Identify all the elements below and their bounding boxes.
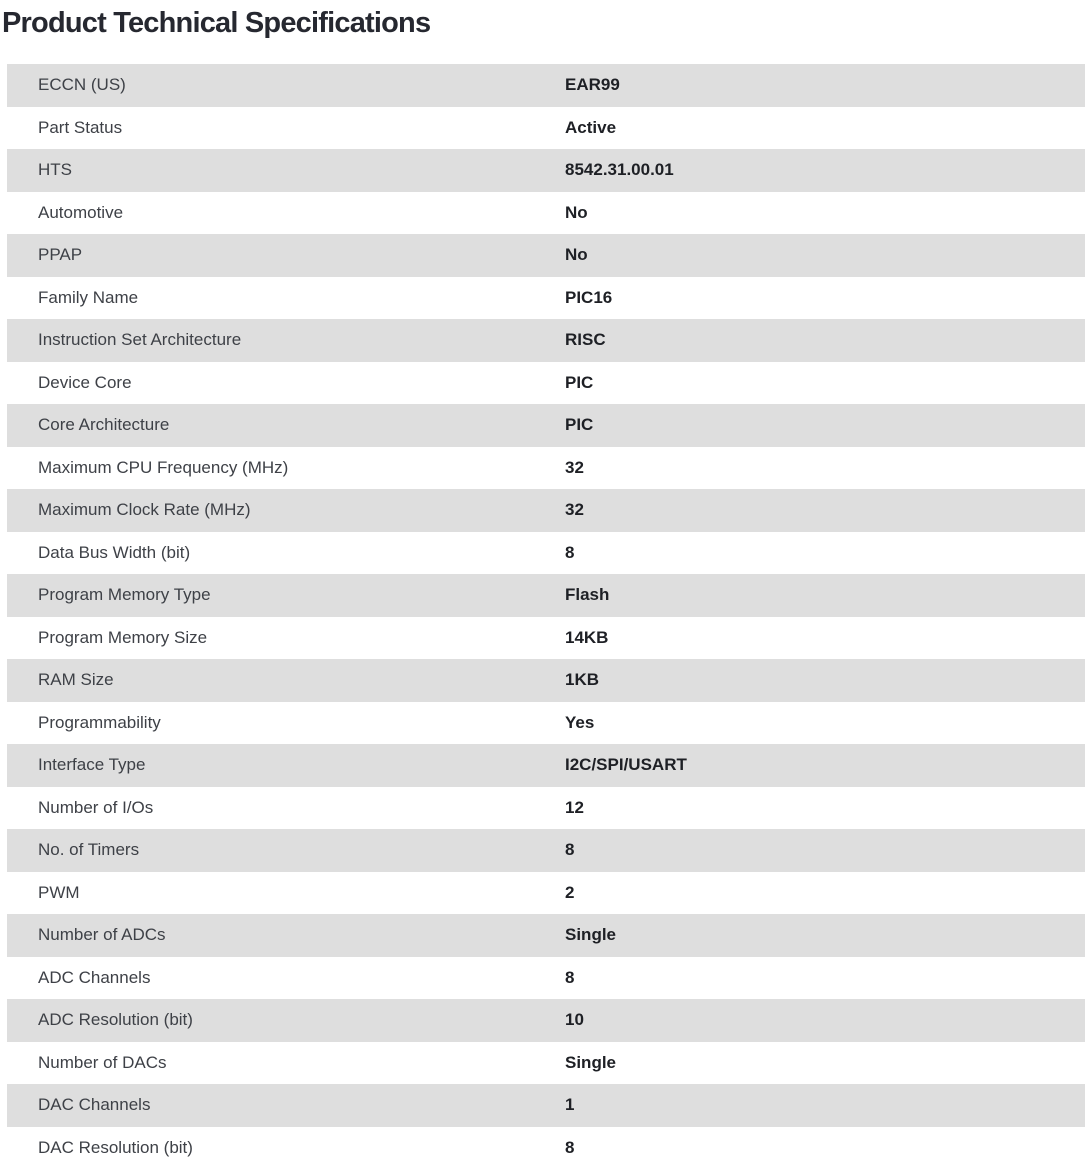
spec-table [7, 64, 1085, 1169]
spec-label: Family Name [38, 287, 139, 307]
spec-value: Single [565, 1052, 617, 1072]
spec-value: 8 [565, 1137, 575, 1157]
spec-value: Yes [565, 712, 595, 732]
spec-label: DAC Channels [38, 1095, 151, 1115]
spec-label: PPAP [38, 245, 83, 265]
spec-value: 2 [565, 882, 575, 902]
product-specs-page [0, 5, 1085, 1170]
spec-value: 1 [565, 1095, 575, 1115]
spec-value: 8 [565, 542, 575, 562]
spec-value: 12 [565, 797, 584, 817]
spec-row [7, 277, 1085, 320]
spec-row [7, 829, 1085, 872]
spec-label: Device Core [38, 372, 132, 392]
spec-label: Programmability [38, 712, 161, 732]
spec-row [7, 1127, 1085, 1170]
spec-label: Number of DACs [38, 1052, 167, 1072]
spec-row [7, 1042, 1085, 1085]
spec-value: 1KB [565, 670, 600, 690]
spec-row [7, 319, 1085, 362]
spec-row [7, 999, 1085, 1042]
spec-label: Instruction Set Architecture [38, 330, 242, 350]
spec-label: Maximum Clock Rate (MHz) [38, 500, 251, 520]
spec-label: No. of Timers [38, 840, 140, 860]
spec-row [7, 659, 1085, 702]
page-title: Product Technical Specifications [2, 7, 431, 39]
spec-row [7, 914, 1085, 957]
spec-value: 8 [565, 840, 575, 860]
spec-label: Interface Type [38, 755, 146, 775]
spec-row [7, 702, 1085, 745]
spec-label: RAM Size [38, 670, 114, 690]
spec-value: EAR99 [565, 75, 620, 95]
spec-value: 10 [565, 1010, 584, 1030]
spec-label: DAC Resolution (bit) [38, 1137, 193, 1157]
spec-row [7, 574, 1085, 617]
spec-value: RISC [565, 330, 606, 350]
spec-label: ADC Channels [38, 967, 151, 987]
spec-row [7, 872, 1085, 915]
spec-row [7, 532, 1085, 575]
spec-label: Part Status [38, 117, 123, 137]
spec-label: Data Bus Width (bit) [38, 542, 191, 562]
spec-label: Program Memory Type [38, 585, 211, 605]
spec-value: PIC [565, 415, 594, 435]
spec-row [7, 64, 1085, 107]
spec-row [7, 617, 1085, 660]
spec-label: Number of ADCs [38, 925, 166, 945]
spec-label: Core Architecture [38, 415, 170, 435]
spec-value: Active [565, 117, 617, 137]
spec-value: Flash [565, 585, 610, 605]
spec-row [7, 404, 1085, 447]
spec-row [7, 1084, 1085, 1127]
spec-value: PIC16 [565, 287, 613, 307]
spec-row [7, 447, 1085, 490]
spec-value: 8542.31.00.01 [565, 160, 674, 180]
spec-label: Number of I/Os [38, 797, 154, 817]
spec-label: PWM [38, 882, 80, 902]
spec-row [7, 957, 1085, 1000]
spec-row [7, 234, 1085, 277]
spec-row [7, 787, 1085, 830]
spec-row [7, 362, 1085, 405]
spec-label: Program Memory Size [38, 627, 208, 647]
spec-row [7, 149, 1085, 192]
spec-value: No [565, 245, 588, 265]
spec-label: ADC Resolution (bit) [38, 1010, 193, 1030]
spec-row [7, 489, 1085, 532]
spec-label: Automotive [38, 202, 124, 222]
spec-value: PIC [565, 372, 594, 392]
spec-row [7, 744, 1085, 787]
spec-value: 8 [565, 967, 575, 987]
spec-value: 32 [565, 500, 584, 520]
spec-value: No [565, 202, 588, 222]
spec-value: I2C/SPI/USART [565, 755, 687, 775]
spec-value: 14KB [565, 627, 609, 647]
spec-value: Single [565, 925, 617, 945]
spec-label: HTS [38, 160, 72, 180]
spec-label: ECCN (US) [38, 75, 126, 95]
spec-row [7, 107, 1085, 150]
spec-row [7, 192, 1085, 235]
spec-value: 32 [565, 457, 584, 477]
spec-label: Maximum CPU Frequency (MHz) [38, 457, 289, 477]
